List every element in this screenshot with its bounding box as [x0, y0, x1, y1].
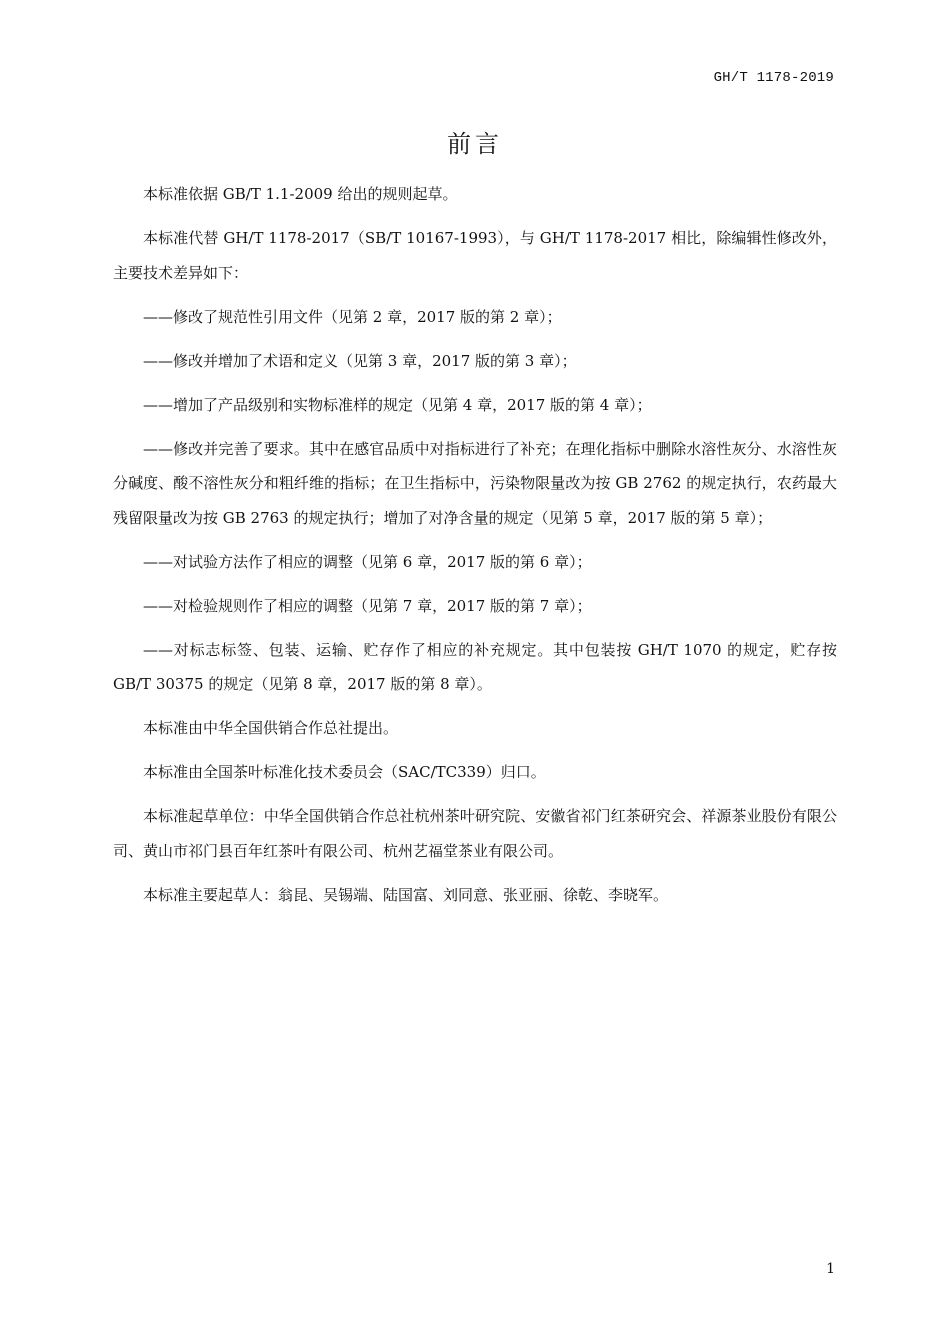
- paragraph-drafters: 本标准主要起草人：翁昆、吴锡端、陆国富、刘同意、张亚丽、徐乾、李晓军。: [143, 885, 669, 904]
- paragraph-change-grades: ——增加了产品级别和实物标准样的规定（见第 4 章，2017 版的第 4 章）；: [143, 395, 652, 414]
- paragraph-change-test-methods: ——对试验方法作了相应的调整（见第 6 章，2017 版的第 6 章）；: [143, 552, 592, 571]
- paragraph-change-terms: ——修改并增加了术语和定义（见第 3 章，2017 版的第 3 章）；: [143, 351, 577, 370]
- foreword-body: [113, 177, 837, 922]
- paragraph-change-requirements: ——修改并完善了要求。其中在感官品质中对指标进行了补充；在理化指标中删除水溶性灰分、水溶性灰分碱度、酸不溶性灰分和粗纤维的指标；在卫生指标中，污染物限量改为按 GB 2762 的规定执行，农药最大残留限量改为按 GB 2763 的规定执行；增加了对净含量的规定（见第 5 章，2017 版的第 5 章）；: [113, 439, 837, 527]
- paragraph-proposer: 本标准由中华全国供销合作总社提出。: [143, 719, 399, 737]
- paragraph-change-references: ——修改了规范性引用文件（见第 2 章，2017 版的第 2 章）；: [143, 307, 562, 326]
- paragraph-committee: 本标准由全国茶叶标准化技术委员会（SAC/TC339）归口。: [143, 763, 546, 781]
- page-number: 1: [826, 1261, 835, 1277]
- paragraph-drafting-units: 本标准起草单位：中华全国供销合作总社杭州茶叶研究院、安徽省祁门红茶研究会、祥源茶业股份有限公司、黄山市祁门县百年红茶叶有限公司、杭州艺福堂茶业有限公司。: [113, 807, 837, 860]
- paragraph-change-labeling: ——对标志标签、包装、运输、贮存作了相应的补充规定。其中包装按 GH/T 1070 的规定，贮存按 GB/T 30375 的规定（见第 8 章，2017 版的第 8 章）。: [113, 640, 837, 693]
- paragraph-replacement: 本标准代替 GH/T 1178-2017（SB/T 10167-1993），与 GH/T 1178-2017 相比，除编辑性修改外，主要技术差异如下：: [113, 229, 837, 282]
- standard-code: GH/T 1178-2019: [713, 70, 834, 86]
- paragraph-drafting-basis: 本标准依据 GB/T 1.1-2009 给出的规则起草。: [143, 185, 458, 203]
- page-title: 前言: [447, 130, 503, 158]
- paragraph-change-inspection: ——对检验规则作了相应的调整（见第 7 章，2017 版的第 7 章）；: [143, 596, 592, 615]
